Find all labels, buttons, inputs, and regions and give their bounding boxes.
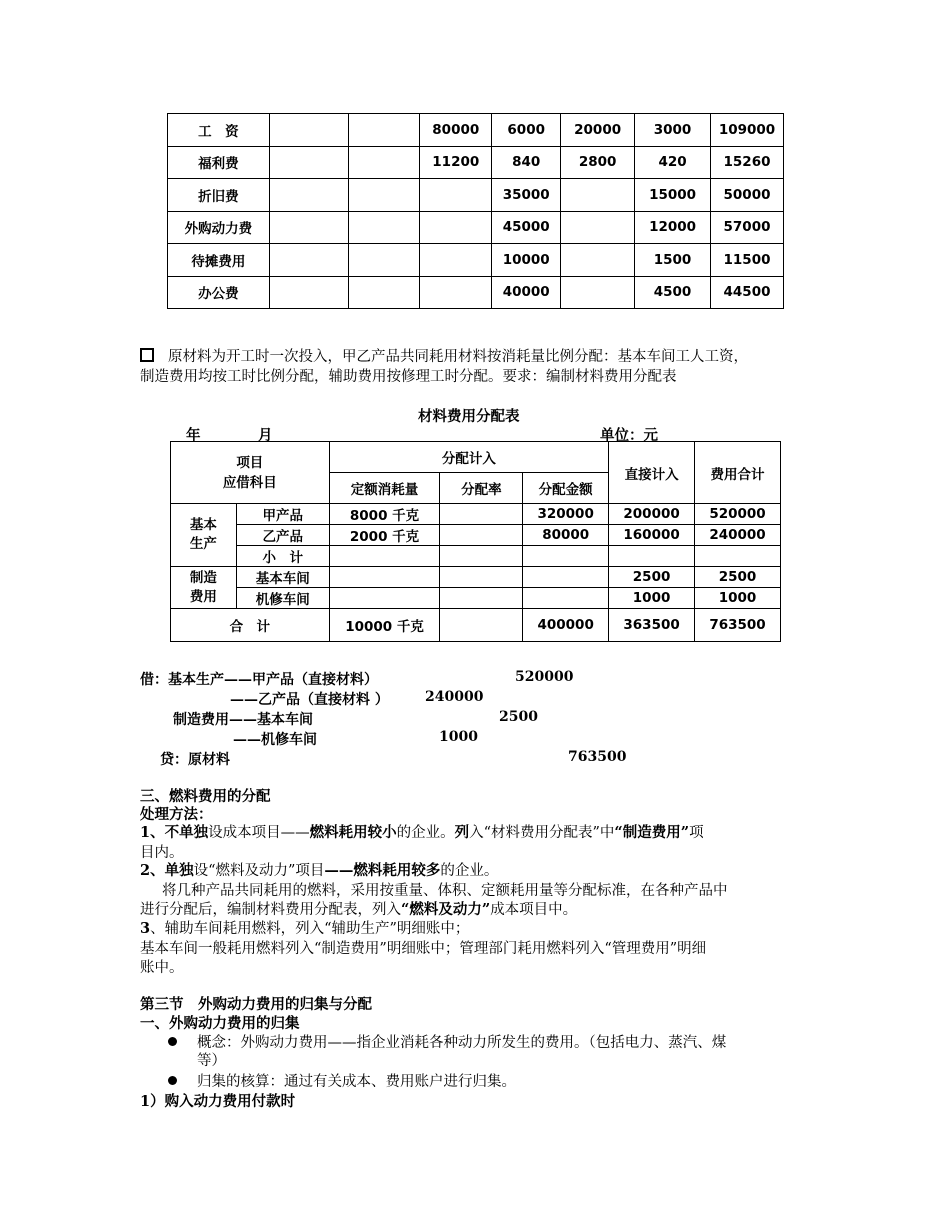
row-rate: [440, 588, 523, 609]
table-cell: [269, 114, 348, 147]
header-direct: 直接计入: [609, 442, 695, 504]
row-amount: 80000: [523, 525, 609, 546]
bullet-item-1-cont: 等）: [197, 1053, 226, 1069]
table-cell: 80000: [420, 114, 492, 147]
table-cell: [348, 114, 420, 147]
group-basic-production: 基本 生产: [171, 504, 237, 567]
row-label: 福利费: [168, 146, 270, 179]
bullet-icon: [168, 1037, 177, 1046]
table-cell: 3000: [635, 114, 711, 147]
entry-value-4: 1000: [439, 729, 478, 745]
row-rate: [440, 504, 523, 525]
row-rate: [440, 525, 523, 546]
sum-rate: [440, 609, 523, 642]
problem-line-1: 原材料为开工时一次投入，甲乙产品共同耗用材料按消耗量比例分配：基本车间工人工资，: [140, 348, 748, 366]
group-manufacturing-overhead: 制造 费用: [171, 567, 237, 609]
row-name: 甲产品: [236, 504, 329, 525]
sum-direct: 363500: [609, 609, 695, 642]
row-amount: [523, 546, 609, 567]
table-cell: [269, 211, 348, 244]
table-cell: 6000: [492, 114, 561, 147]
table-cell: [348, 211, 420, 244]
table-row: [168, 114, 784, 147]
header-rate: 分配率: [440, 473, 523, 504]
method-item-2-detail-cont: 进行分配后，编制材料费用分配表，列入“燃料及动力”成本项目中。: [140, 901, 578, 918]
row-name: 基本车间: [236, 567, 329, 588]
problem-line-2: 制造费用均按工时比例分配，辅助费用按修理工时分配。要求：编制材料费用分配表: [140, 369, 677, 385]
table-cell: [269, 244, 348, 277]
table-cell: [561, 211, 635, 244]
unit-label: 单位：元: [600, 427, 658, 444]
table-cell: 12000: [635, 211, 711, 244]
header-quota: 定额消耗量: [329, 473, 440, 504]
month-label: 月: [258, 427, 273, 444]
header-amount: 分配金额: [523, 473, 609, 504]
entry-line-3: 制造费用——基本车间: [173, 712, 313, 728]
row-name: 乙产品: [236, 525, 329, 546]
expense-table: [167, 113, 784, 309]
row-label: 办公费: [168, 276, 270, 309]
row-total: 1000: [695, 588, 781, 609]
table-cell: [269, 276, 348, 309]
table-cell: 15260: [711, 146, 784, 179]
row-direct: 2500: [609, 567, 695, 588]
table-title: 材料费用分配表: [418, 409, 520, 425]
entry-line-5: 贷：原材料: [160, 752, 230, 768]
table-cell: 10000: [492, 244, 561, 277]
table-cell: 45000: [492, 211, 561, 244]
row-quota: [329, 546, 440, 567]
table-cell: 1500: [635, 244, 711, 277]
row-label: 待摊费用: [168, 244, 270, 277]
table-cell: 420: [635, 146, 711, 179]
row-amount: [523, 567, 609, 588]
row-name: 小 计: [236, 546, 329, 567]
table-cell: [420, 211, 492, 244]
method-item-2-detail: 将几种产品共同耗用的燃料，采用按重量、体积、定额耗用量等分配标准，在各种产品中: [162, 883, 728, 899]
table-cell: 15000: [635, 179, 711, 212]
entry-line-1: 借：基本生产——甲产品（直接材料）: [140, 672, 378, 688]
table-cell: [348, 244, 420, 277]
table-cell: [348, 179, 420, 212]
row-quota: 8000 千克: [329, 504, 440, 525]
table-cell: 44500: [711, 276, 784, 309]
sum-label: 合 计: [171, 609, 330, 642]
table-cell: 109000: [711, 114, 784, 147]
table-cell: 35000: [492, 179, 561, 212]
row-total: 240000: [695, 525, 781, 546]
row-name: 机修车间: [236, 588, 329, 609]
row-rate: [440, 567, 523, 588]
method-item-3: 3、辅助车间耗用燃料，列入“辅助生产”明细账中；: [140, 920, 470, 937]
row-quota: [329, 567, 440, 588]
bullet-icon: [168, 1076, 177, 1085]
year-label: 年: [186, 427, 201, 444]
row-label: 工 资: [168, 114, 270, 147]
bullet-item-1: 概念：外购动力费用——指企业消耗各种动力所发生的费用。（包括电力、蒸汽、煤: [168, 1034, 726, 1052]
header-alloc: 分配计入: [329, 442, 608, 473]
table-row: [168, 146, 784, 179]
entry-line-2: ——乙产品（直接材料 ）: [230, 692, 389, 708]
last-heading: 1）购入动力费用付款时: [140, 1093, 296, 1110]
table-cell: [561, 179, 635, 212]
table-row: [168, 179, 784, 212]
row-label: 折旧费: [168, 179, 270, 212]
table-cell: 57000: [711, 211, 784, 244]
entry-value-3: 2500: [499, 709, 538, 725]
row-quota: [329, 588, 440, 609]
table-cell: 40000: [492, 276, 561, 309]
method-item-3-detail-cont: 账中。: [140, 960, 184, 976]
row-direct: 200000: [609, 504, 695, 525]
section-title: 三、燃料费用的分配: [140, 788, 271, 805]
table-cell: 4500: [635, 276, 711, 309]
table-row: [168, 276, 784, 309]
table-cell: [420, 244, 492, 277]
table-cell: [348, 276, 420, 309]
sum-amount: 400000: [523, 609, 609, 642]
method-label: 处理方法：: [140, 806, 213, 823]
chapter-title: 第三节 外购动力费用的归集与分配: [140, 996, 372, 1013]
header-total: 费用合计: [695, 442, 781, 504]
table-cell: 2800: [561, 146, 635, 179]
table-row: [168, 211, 784, 244]
method-item-1-cont: 目内。: [140, 845, 184, 861]
method-item-1: 1、不单独设成本项目——燃料耗用较小的企业。列入“材料费用分配表”中“制造费用”项: [140, 824, 704, 841]
row-quota: 2000 千克: [329, 525, 440, 546]
entry-value-5: 763500: [568, 749, 627, 765]
table-cell: 11200: [420, 146, 492, 179]
table-cell: [269, 146, 348, 179]
row-direct: 160000: [609, 525, 695, 546]
table-cell: [420, 276, 492, 309]
row-total: 520000: [695, 504, 781, 525]
table-cell: 20000: [561, 114, 635, 147]
table-cell: [348, 146, 420, 179]
entry-value-2: 240000: [425, 689, 484, 705]
bullet-item-2: 归集的核算：通过有关成本、费用账户进行归集。: [168, 1073, 516, 1091]
row-amount: 320000: [523, 504, 609, 525]
table-cell: 840: [492, 146, 561, 179]
row-direct: [609, 546, 695, 567]
row-total: [695, 546, 781, 567]
subsection-title: 一、外购动力费用的归集: [140, 1015, 300, 1032]
sum-total: 763500: [695, 609, 781, 642]
table-cell: [420, 179, 492, 212]
row-label: 外购动力费: [168, 211, 270, 244]
material-allocation-table: [170, 441, 781, 642]
row-rate: [440, 546, 523, 567]
method-item-3-detail: 基本车间一般耗用燃料列入“制造费用”明细账中；管理部门耗用燃料列入“管理费用”明细: [140, 941, 707, 957]
row-direct: 1000: [609, 588, 695, 609]
table-cell: 11500: [711, 244, 784, 277]
table-cell: [561, 244, 635, 277]
sum-quota: 10000 千克: [329, 609, 440, 642]
table-cell: [561, 276, 635, 309]
row-amount: [523, 588, 609, 609]
header-item-account: 项目 应借科目: [171, 442, 330, 504]
table-row: [168, 244, 784, 277]
checkbox-square-icon: [140, 348, 154, 362]
entry-value-1: 520000: [515, 669, 574, 685]
method-item-2: 2、单独设“燃料及动力”项目——燃料耗用较多的企业。: [140, 862, 499, 879]
entry-line-4: ——机修车间: [233, 732, 317, 748]
row-total: 2500: [695, 567, 781, 588]
table-cell: 50000: [711, 179, 784, 212]
table-cell: [269, 179, 348, 212]
